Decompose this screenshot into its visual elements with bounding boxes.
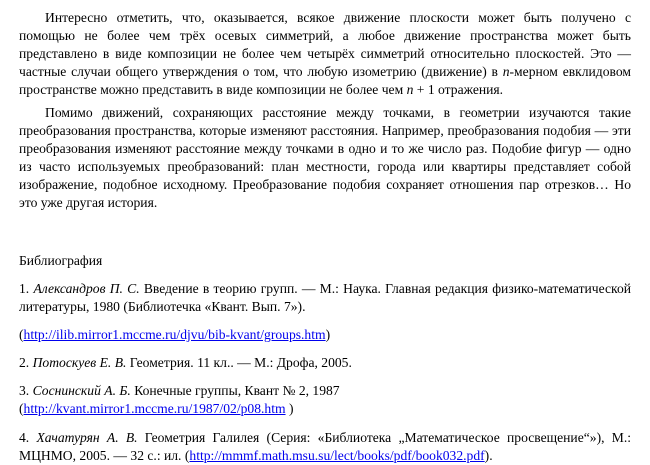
paragraph-isometry-text-b: -мерном евклидовом пространстве можно представить в виде композиции не более чем: [19, 64, 631, 97]
bib-text: Геометрия. 11 кл.. — М.: Дрофа, 2005.: [126, 355, 352, 370]
bibliography-item-1-link-line: [19, 326, 631, 344]
document-page: [19, 9, 631, 465]
variable-n: n: [502, 64, 510, 79]
bib-number: 2.: [19, 355, 30, 370]
bibliography-item-3: [19, 382, 631, 418]
bib-number: 1.: [19, 281, 30, 296]
bib-paren: ): [285, 401, 294, 416]
paragraph-isometry-text-c: + 1 отражения.: [413, 82, 504, 97]
paragraph-similarity: Помимо движений, сохраняющих расстояние между точками, в геометрии изучаются такие преобразования пространства, которые изменяют расстояния. Например, преобразования подобия — эти преобразования изменяют расстояние между точками в одно и то же число раз. Подобие фигур — одно из часто используемых преобразований: план местности, города или квартиры представляет собой изображение, подобное исходному. Преобразование подобия сохраняет отношения пар отрезков… Но это уже другая история.: [19, 105, 631, 210]
bib-link-kvant[interactable]: http://kvant.mirror1.mccme.ru/1987/02/p08.htm: [23, 401, 286, 416]
bib-text: Геометрия Галилея (Серия: «Библиотека „Математическое просвещение“»), М.: МЦНМО, 2005. — 32 с.: ил. (: [19, 430, 631, 463]
bib-author: Соснинский А. Б.: [32, 383, 131, 398]
bibliography-item-4: [19, 429, 631, 465]
bib-text: Введение в теорию групп. — М.: Наука. Главная редакция физико-математической литературы, 1980 (Библиотечка «Квант. Вып. 7»).: [19, 281, 632, 314]
bib-author: Александров П. С.: [33, 281, 140, 296]
bib-text: Конечные группы, Квант № 2, 1987: [130, 383, 340, 398]
bibliography-heading: Библиография: [19, 253, 103, 268]
bib-number: 3.: [19, 383, 30, 398]
bib-paren: ).: [484, 448, 493, 463]
bib-paren: (: [19, 401, 24, 416]
bib-paren: ): [325, 327, 331, 342]
bib-paren: (: [19, 327, 24, 342]
bib-link-galilei[interactable]: http://mmmf.math.msu.su/lect/books/pdf/book032.pdf: [189, 448, 485, 463]
variable-n: n: [406, 82, 414, 97]
bibliography-item-1: [19, 280, 631, 316]
bib-number: 4.: [19, 430, 30, 445]
paragraph-isometry: [19, 9, 631, 99]
bib-link-groups[interactable]: http://ilib.mirror1.mccme.ru/djvu/bib-kvant/groups.htm: [23, 327, 326, 342]
bib-author: Хачатурян А. В.: [36, 430, 138, 445]
paragraph-isometry-text-a: Интересно отметить, что, оказывается, всякое движение плоскости может быть получено с помощью не более чем трёх осевых симметрий, а любое движение пространства может быть представлено в виде композиции не более чем четырёх симметрий относительно плоскостей. Это — частные случаи общего утверждения о том, что любую изометрию (движение) в: [19, 10, 631, 79]
bib-author: Потоскуев Е. В.: [32, 355, 127, 370]
bibliography-item-2: [19, 354, 631, 372]
